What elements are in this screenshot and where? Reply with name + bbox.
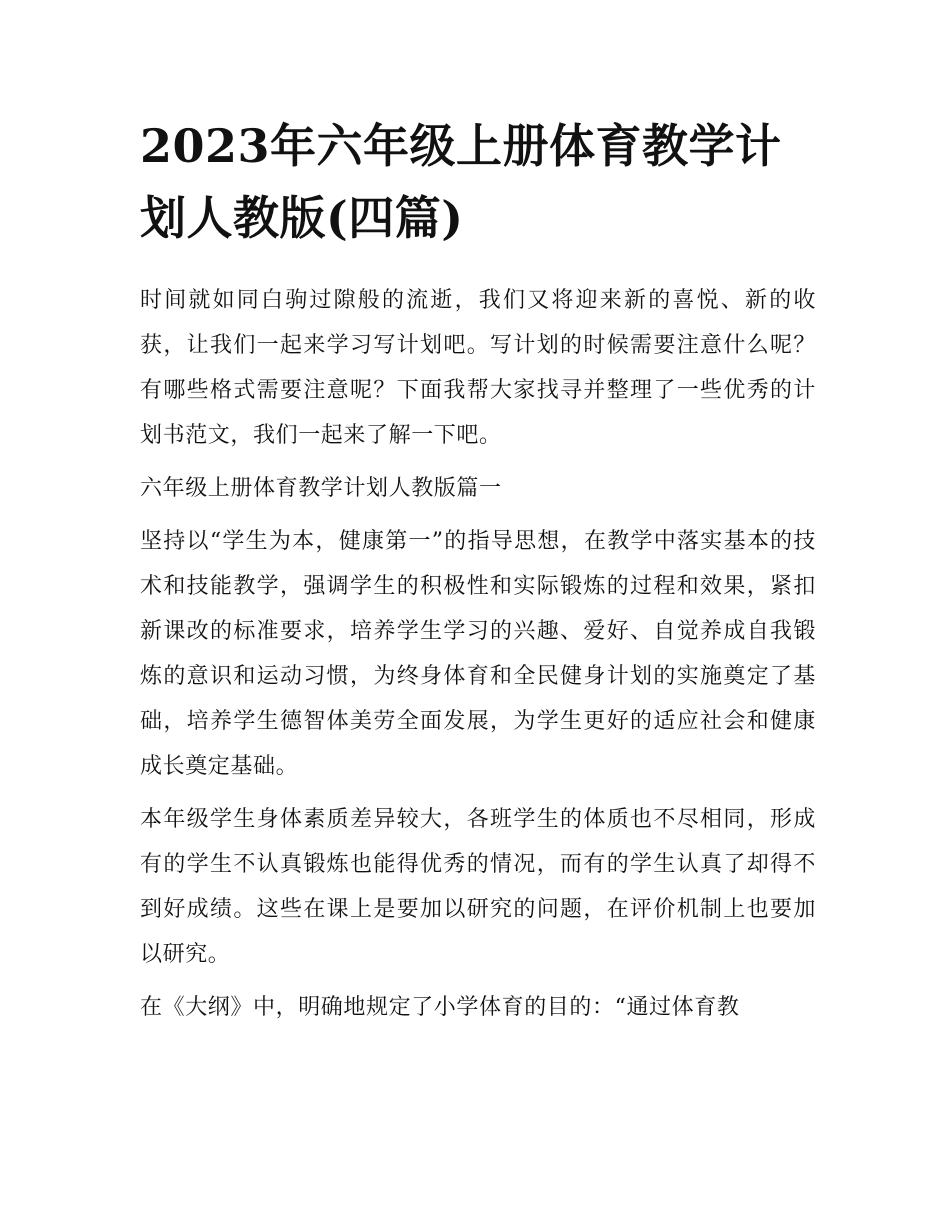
document-body	[140, 278, 816, 1038]
document-title: 2023年六年级上册体育教学计划人教版(四篇)	[140, 119, 782, 245]
body-paragraph: 坚持以“学生为本，健康第一”的指导思想，在教学中落实基本的技术和技能教学，强调学生的积极性和实际锻炼的过程和效果，紧扣新课改的标准要求，培养学生学习的兴趣、爱好、自觉养成自我锻炼的意识和运动习惯，为终身体育和全民健身计划的实施奠定了基础，培养学生德智体美劳全面发展，为学生更好的适应社会和健康成长奠定基础。	[140, 529, 816, 779]
section-heading: 六年级上册体育教学计划人教版篇一	[140, 476, 502, 501]
intro-paragraph: 时间就如同白驹过隙般的流逝，我们又将迎来新的喜悦、新的收获，让我们一起来学习写计划吧。写计划的时候需要注意什么呢？有哪些格式需要注意呢？下面我帮大家找寻并整理了一些优秀的计划书范文，我们一起来了解一下吧。	[140, 288, 816, 448]
body-paragraph: 在《大纲》中，明确地规定了小学体育的目的：“通过体育教	[140, 995, 740, 1020]
body-paragraph: 本年级学生身体素质差异较大，各班学生的体质也不尽相同，形成有的学生不认真锻炼也能得优秀的情况，而有的学生认真了却得不到好成绩。这些在课上是要加以研究的问题，在评价机制上也要加以研究。	[140, 807, 816, 967]
